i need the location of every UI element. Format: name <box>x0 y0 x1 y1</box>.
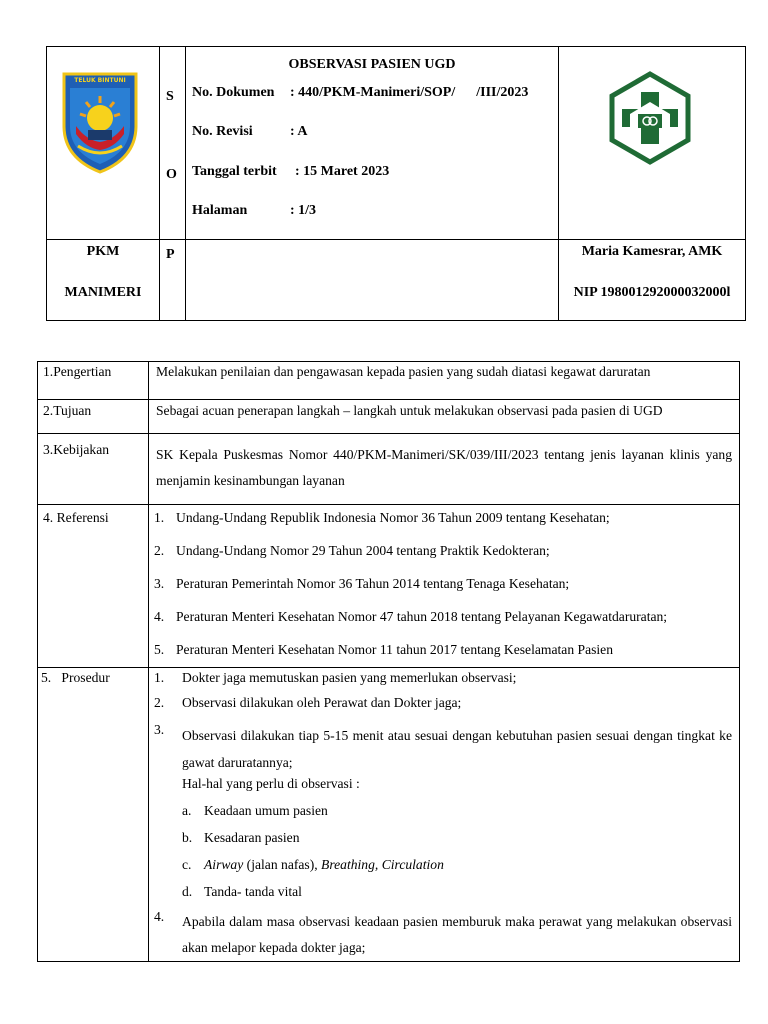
prosedur-number: 1. <box>154 670 165 685</box>
regency-logo <box>60 70 140 174</box>
logo-caption: TELUK BINTUNI <box>74 77 126 84</box>
field-value-tanggal-terbit: : 15 Maret 2023 <box>295 164 390 179</box>
text-pengertian: Melakukan penilaian dan pengawasan kepada pasien yang sudah diatasi kegawat daruratan <box>156 364 651 379</box>
sop-letter-o: O <box>166 167 177 182</box>
text-kebijakan: SK Kepala Puskesmas Nomor 440/PKM-Manimeri/SK/039/III/2023 tentang jenis layanan klinis yang menjamin kesinambungan layanan <box>156 447 732 488</box>
prosedur-number: 3. <box>154 722 165 737</box>
sub-item-italic: Airway <box>204 857 244 872</box>
referensi-item: Peraturan Menteri Kesehatan Nomor 47 tahun 2018 tentang Pelayanan Kegawatdaruratan; <box>176 609 668 624</box>
signer-name: Maria Kamesrar, AMK <box>581 244 723 259</box>
field-label-tanggal-terbit: Tanggal terbit <box>192 164 277 179</box>
sub-item: Keadaan umum pasien <box>204 803 328 818</box>
sub-letter: b. <box>182 830 193 845</box>
sub-letter: a. <box>182 803 192 818</box>
sub-letter: c. <box>182 857 192 872</box>
sub-item: Kesadaran pasien <box>204 830 300 845</box>
prosedur-item: Dokter jaga memutuskan pasien yang memerlukan observasi; <box>182 670 517 685</box>
sop-letter-p: P <box>166 247 175 262</box>
referensi-item: Peraturan Menteri Kesehatan Nomor 11 tahun 2017 tentang Keselamatan Pasien <box>176 642 614 657</box>
observe-intro: Hal-hal yang perlu di observasi : <box>182 776 360 791</box>
sub-letter: d. <box>182 884 193 899</box>
signer-nip: NIP 198001292000032000l <box>573 285 731 300</box>
referensi-item: Peraturan Pemerintah Nomor 36 Tahun 2014 tentang Tenaga Kesehatan; <box>176 576 570 591</box>
referensi-item: Undang-Undang Republik Indonesia Nomor 36 Tahun 2009 tentang Kesehatan; <box>176 510 610 525</box>
org-name-line2: MANIMERI <box>64 285 142 300</box>
sub-item-plain: (jalan nafas), <box>243 857 322 872</box>
field-value-no-revisi: : A <box>290 124 308 139</box>
prosedur-number: 2. <box>154 695 165 710</box>
field-value-no-dokumen: : 440/PKM-Manimeri/SOP/ /III/2023 <box>290 85 529 100</box>
prosedur-number: 4. <box>154 909 165 924</box>
puskesmas-logo <box>608 70 692 166</box>
sub-item-italic: Breathing, Circulation <box>321 857 444 872</box>
field-label-no-revisi: No. Revisi <box>192 124 253 139</box>
referensi-number: 5. <box>154 642 165 657</box>
referensi-number: 1. <box>154 510 165 525</box>
prosedur-item: Observasi dilakukan oleh Perawat dan Dokter jaga; <box>182 695 462 710</box>
sub-item: Tanda- tanda vital <box>204 884 302 899</box>
label-pengertian: 1.Pengertian <box>43 364 112 379</box>
label-kebijakan: 3.Kebijakan <box>43 442 110 457</box>
sub-item <box>204 857 444 873</box>
referensi-number: 4. <box>154 609 165 624</box>
label-prosedur: 5. Prosedur <box>41 670 110 685</box>
org-name-line1: PKM <box>86 244 120 259</box>
field-value-halaman: : 1/3 <box>290 203 317 218</box>
label-referensi: 4. Referensi <box>43 510 109 525</box>
field-label-halaman: Halaman <box>192 203 248 218</box>
document-title: OBSERVASI PASIEN UGD <box>288 57 456 72</box>
referensi-number: 2. <box>154 543 165 558</box>
prosedur-item: Observasi dilakukan tiap 5-15 menit atau sesuai dengan kebutuhan pasien sesuai dengan tingkat ke gawat daruratannya; <box>182 728 732 770</box>
sop-letter-s: S <box>166 89 174 104</box>
field-label-no-dokumen: No. Dokumen <box>192 85 275 100</box>
prosedur-item: Apabila dalam masa observasi keadaan pasien memburuk maka perawat yang melakukan observasi akan melapor kepada dokter jaga; <box>182 914 732 955</box>
referensi-number: 3. <box>154 576 165 591</box>
label-tujuan: 2.Tujuan <box>43 403 92 418</box>
text-tujuan: Sebagai acuan penerapan langkah – langkah untuk melakukan observasi pada pasien di UGD <box>156 403 663 418</box>
referensi-item: Undang-Undang Nomor 29 Tahun 2004 tentang Praktik Kedokteran; <box>176 543 550 558</box>
